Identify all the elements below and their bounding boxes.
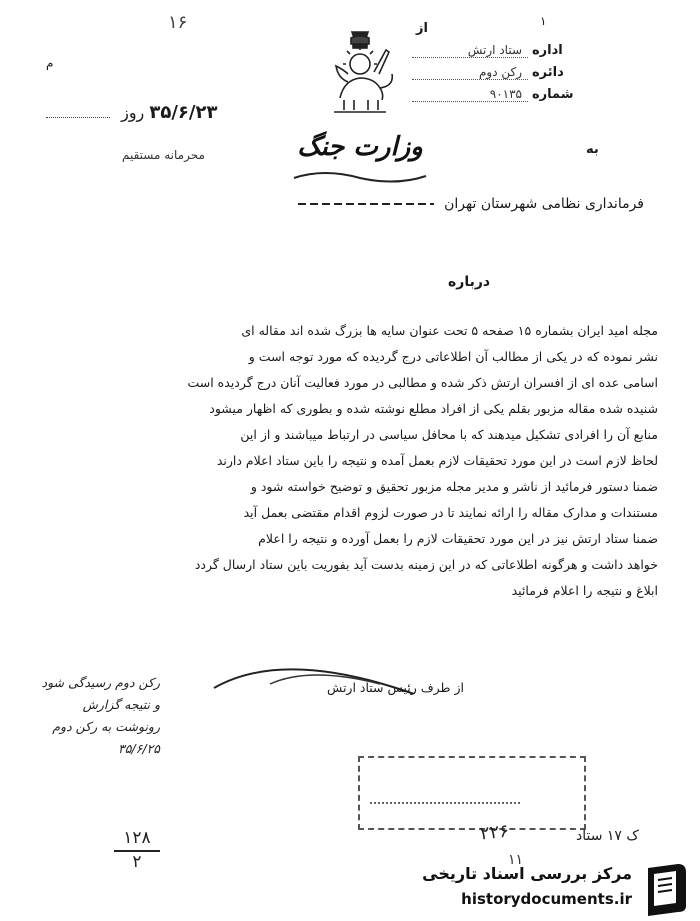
fraction-denominator: ۲ <box>132 852 142 872</box>
date-label: روز <box>121 103 145 122</box>
signature-line: از طرف رئیس ستاد ارتش <box>327 680 464 695</box>
from-row <box>412 14 582 36</box>
body-line: اسامی عده ای از افسران ارتش ذکر شده و مطالبی در مورد فعالیت آنان درج گردیده است <box>187 375 658 390</box>
division-value: رکن دوم <box>412 65 528 80</box>
recipient-underline <box>298 203 434 205</box>
ministry-flourish-icon <box>290 168 430 184</box>
registration-number: ۲۲۶ <box>478 820 511 845</box>
body-line: مجله امید ایران بشماره ۱۵ صفحه ۵ تحت عنوان سایه ها بزرگ شده اند مقاله ای <box>241 323 658 338</box>
lion-and-sun-emblem-icon <box>318 28 402 114</box>
classification-note: محرمانه مستقیم <box>122 148 205 162</box>
corner-mark-left: م <box>46 56 54 70</box>
archive-logo-icon <box>640 860 692 916</box>
handwritten-margin-notes <box>20 672 160 760</box>
number-row <box>412 80 582 102</box>
watermark-url: historydocuments.ir <box>461 890 632 908</box>
margin-note: رونوشت به رکن دوم <box>52 719 160 734</box>
registration-stamp <box>358 756 586 830</box>
body-line: مستندات و مدارک مقاله را ارائه نمایند تا در صورت لزوم اقدام مقتضی بعمل آید <box>243 505 658 520</box>
letterhead-fields <box>412 14 582 102</box>
body-line: نشر نموده که در یکی از مطالب آن اطلاعاتی درج گردیده که مورد توجه است و <box>248 349 658 364</box>
recipient-line <box>298 196 644 212</box>
margin-note: ۳۵/۶/۲۵ <box>118 741 160 756</box>
body-line: خواهد داشت و هرگونه اطلاعاتی که در این زمینه بدست آید بفوریت باین ستاد ارسال گردد <box>194 557 658 572</box>
body-line: لحاظ لازم است در این مورد تحقیقات لازم بعمل آمده و نتیجه را باین ستاد اعلام دارند <box>216 453 658 468</box>
date-line <box>40 102 217 123</box>
stamp-inner-line <box>370 776 520 804</box>
number-value: ۹۰۱۳۵ <box>412 87 528 102</box>
from-label: از <box>416 21 428 36</box>
division-label: دائره <box>532 65 564 80</box>
department-value: ستاد ارتش <box>412 43 528 58</box>
division-row <box>412 58 582 80</box>
body-line: ضمنا ستاد ارتش نیز در این مورد تحقیقات لازم را بعمل آورده و نتیجه را اعلام <box>258 531 658 546</box>
ministry-title: وزارت جنگ <box>297 132 423 162</box>
date-value: ۳۵/۶/۲۳ <box>149 102 218 123</box>
margin-note: و نتیجه گزارش <box>82 697 160 712</box>
date-dotted-line <box>46 117 110 118</box>
department-row <box>412 36 582 58</box>
archive-page-fraction <box>114 828 160 872</box>
body-line: ابلاغ و نتیجه را اعلام فرمائید <box>511 583 658 598</box>
page-number: ۱۶ <box>168 12 188 33</box>
letter-body <box>46 318 658 604</box>
registration-note: ک ۱۷ ستاد <box>576 828 639 844</box>
recipient: فرمانداری نظامی شهرستان تهران <box>444 196 644 212</box>
fraction-numerator: ۱۲۸ <box>114 828 160 852</box>
to-label: به <box>586 142 599 157</box>
registration-sub: ۱۱ <box>508 852 524 868</box>
watermark-title: مرکز بررسی اسناد تاریخی <box>422 864 632 883</box>
margin-note: رکن دوم رسیدگی شود <box>41 675 160 690</box>
subject-label: درباره <box>448 274 491 290</box>
department-label: اداره <box>532 43 563 58</box>
body-line: ضمنا دستور فرمائید از ناشر و مدیر مجله مزبور تحقیق و توضیح خواسته شود و <box>250 479 658 494</box>
body-line: منابع آن را افرادی تشکیل میدهند که با محافل سیاسی در ارتباط میباشند و از این <box>240 427 658 442</box>
archive-watermark <box>418 860 696 916</box>
number-label: شماره <box>532 87 574 102</box>
corner-mark-right: ۱ <box>540 14 547 28</box>
body-line: شنیده شده مقاله مزبور بقلم یکی از افراد مطلع نوشته شده و بطوری که اظهار میشود <box>209 401 658 416</box>
